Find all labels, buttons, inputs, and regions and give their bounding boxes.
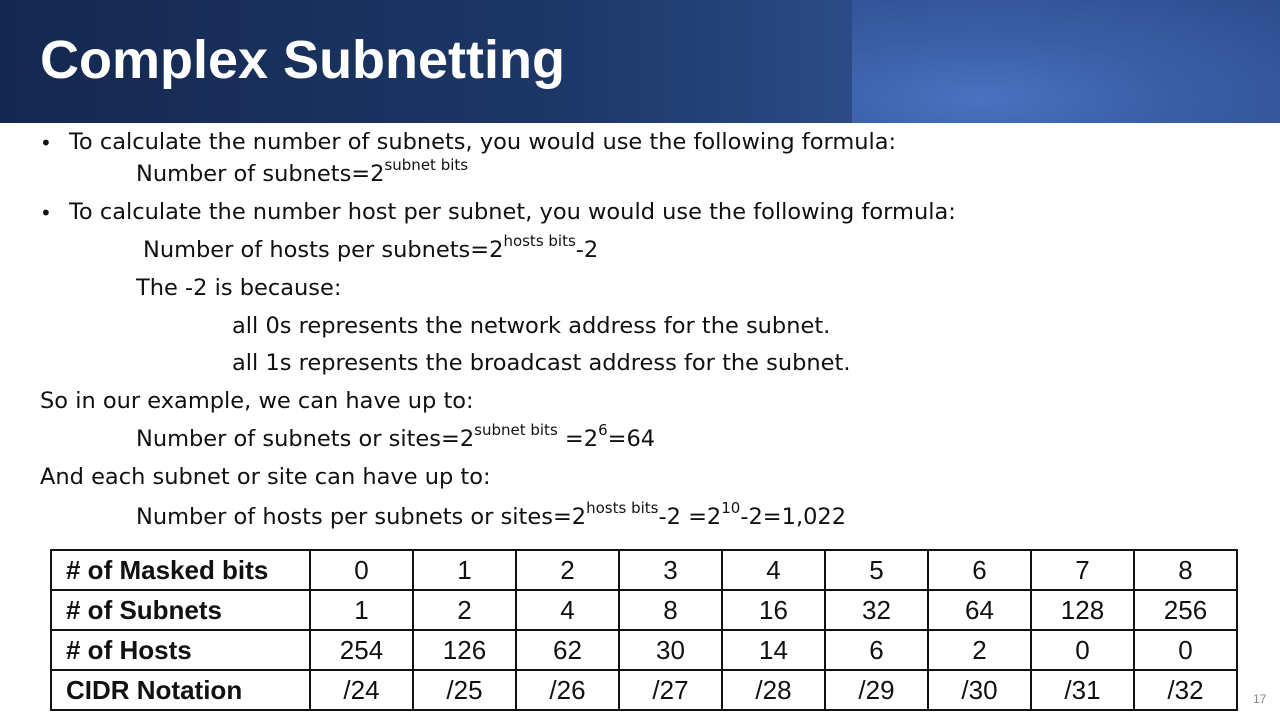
formula-text: Number of subnets=2: [136, 161, 385, 187]
table-cell: 0: [310, 550, 413, 590]
formula-text: Number of hosts per subnets=2: [143, 237, 504, 263]
table-cell: 1: [310, 590, 413, 630]
table-cell: 5: [825, 550, 928, 590]
bullet-hosts-formula: To calculate the number host per subnet, you would use the following formula:: [69, 199, 956, 225]
table-cell: 126: [413, 630, 516, 670]
table-cell: 62: [516, 630, 619, 670]
bullet-icon: •: [40, 131, 52, 155]
table-cell: 16: [722, 590, 825, 630]
example-intro: So in our example, we can have up to:: [40, 388, 474, 414]
minus2-intro: The -2 is because:: [136, 275, 342, 301]
table-cell: /27: [619, 670, 722, 710]
table-cell: 2: [413, 590, 516, 630]
row-header: # of Subnets: [51, 590, 310, 630]
formula-text: -2 =2: [658, 504, 722, 530]
bullet-icon: •: [40, 201, 52, 225]
slide-title: Complex Subnetting: [40, 30, 565, 90]
table-cell: 256: [1134, 590, 1237, 630]
formula-subnets-example: [136, 420, 656, 454]
table-row: [51, 630, 1237, 670]
bullet-subnets-formula: To calculate the number of subnets, you would use the following formula:: [69, 129, 897, 155]
table-cell: /32: [1134, 670, 1237, 710]
reason-broadcast: all 1s represents the broadcast address for the subnet.: [232, 350, 851, 376]
table-cell: 4: [516, 590, 619, 630]
table-cell: 8: [619, 590, 722, 630]
table-cell: 0: [1134, 630, 1237, 670]
table-cell: /31: [1031, 670, 1134, 710]
formula-text: Number of hosts per subnets or sites=2: [136, 504, 587, 530]
formula-text: =2: [557, 426, 599, 452]
table-cell: /30: [928, 670, 1031, 710]
table-cell: 30: [619, 630, 722, 670]
reason-network: all 0s represents the network address for the subnet.: [232, 313, 831, 339]
table-cell: /25: [413, 670, 516, 710]
table-cell: 3: [619, 550, 722, 590]
table-cell: /26: [516, 670, 619, 710]
table-cell: 2: [928, 630, 1031, 670]
table-cell: 4: [722, 550, 825, 590]
table-cell: 14: [722, 630, 825, 670]
formula-text: =64: [607, 426, 656, 452]
formula-text: -2=1,022: [740, 504, 847, 530]
table-cell: /28: [722, 670, 825, 710]
page-number: 17: [1253, 692, 1267, 706]
subnet-table: [50, 549, 1238, 711]
table-cell: 1: [413, 550, 516, 590]
table-cell: 2: [516, 550, 619, 590]
table-cell: 254: [310, 630, 413, 670]
title-banner: [0, 0, 1280, 123]
row-header: # of Masked bits: [51, 550, 310, 590]
table-cell: 6: [825, 630, 928, 670]
row-header: # of Hosts: [51, 630, 310, 670]
formula-exponent: hosts bits: [503, 231, 576, 250]
table-cell: 7: [1031, 550, 1134, 590]
table-cell: 6: [928, 550, 1031, 590]
hosts-intro: And each subnet or site can have up to:: [40, 464, 491, 490]
formula-subnets: [136, 155, 469, 189]
table-cell: 32: [825, 590, 928, 630]
table-cell: 128: [1031, 590, 1134, 630]
table-row: [51, 670, 1237, 710]
formula-exponent: 10: [721, 498, 741, 517]
table-row: [51, 550, 1237, 590]
formula-exponent: subnet bits: [474, 420, 558, 439]
formula-text: Number of subnets or sites=2: [136, 426, 475, 452]
table-cell: /24: [310, 670, 413, 710]
formula-exponent: subnet bits: [384, 155, 469, 174]
formula-hosts: [143, 231, 599, 265]
table-cell: 64: [928, 590, 1031, 630]
banner-highlight: [852, 0, 1280, 123]
formula-exponent: 6: [598, 420, 608, 439]
row-header: CIDR Notation: [51, 670, 310, 710]
table-cell: /29: [825, 670, 928, 710]
formula-text: -2: [575, 237, 599, 263]
table-cell: 0: [1031, 630, 1134, 670]
table-cell: 8: [1134, 550, 1237, 590]
formula-hosts-example: [136, 498, 847, 532]
table-row: [51, 590, 1237, 630]
formula-exponent: hosts bits: [586, 498, 659, 517]
